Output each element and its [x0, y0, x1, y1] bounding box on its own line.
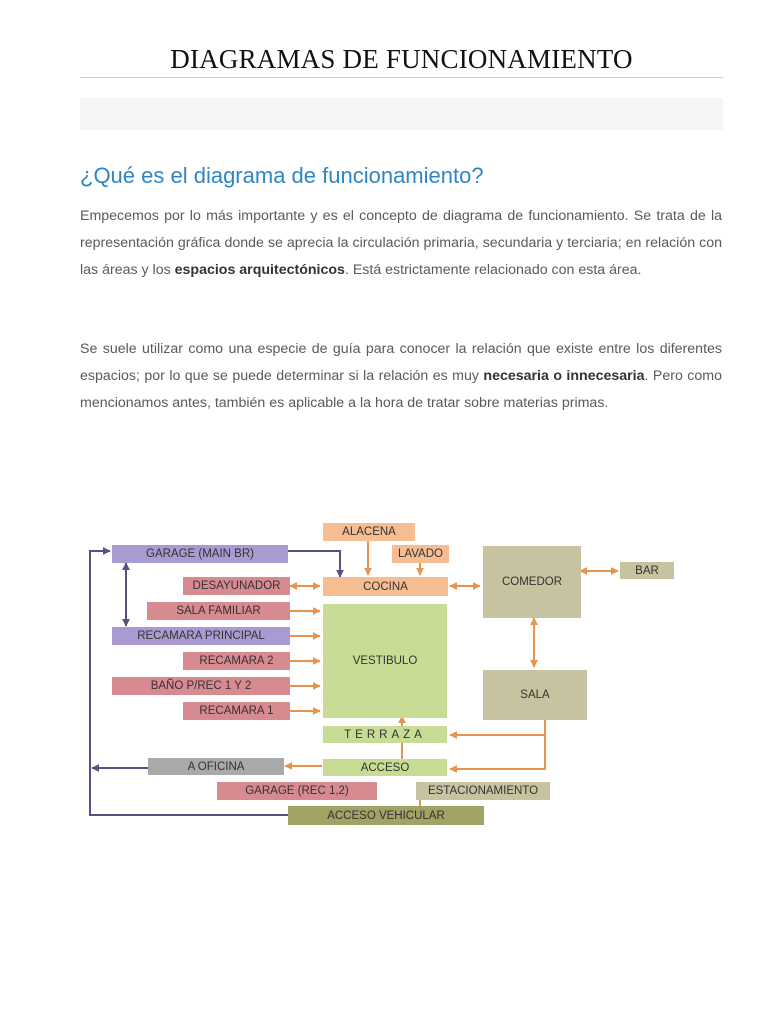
- box-desayunador: DESAYUNADOR: [183, 577, 290, 595]
- box-cocina: COCINA: [323, 577, 448, 596]
- box-comedor: COMEDOR: [483, 546, 581, 618]
- box-recamara-2: RECAMARA 2: [183, 652, 290, 670]
- box-sala-familiar: SALA FAMILIAR: [147, 602, 290, 620]
- arrow-sala-acceso: [450, 719, 545, 769]
- box-recamara-principal: RECAMARA PRINCIPAL: [112, 627, 290, 645]
- box-vestibulo: VESTIBULO: [323, 604, 447, 718]
- bold-term: espacios arquitectónicos: [174, 262, 345, 278]
- box-acceso-vehicular: ACCESO VEHICULAR: [288, 806, 484, 825]
- box-sala: SALA: [483, 670, 587, 720]
- paragraph-text: Se suele utilizar como una especie de guía para conocer la relación que existe entre los diferentes espacios; por lo que se puede determinar si la relación es muy: [80, 341, 722, 384]
- box-garage-rec: GARAGE (REC 1,2): [217, 782, 377, 800]
- box-terraza: TERRAZA: [323, 726, 447, 743]
- bold-term: necesaria o innecesaria: [483, 368, 645, 384]
- paragraph-text: Empecemos por lo más importante y es el concepto de diagrama de funcionamiento. Se trata de la representación gráfica donde se aprecia la circulación primaria, secundaria y terciaria; en relación con las áreas y los: [80, 208, 722, 278]
- box-estacionamiento: ESTACIONAMIENTO: [416, 782, 550, 800]
- box-bar: BAR: [620, 562, 674, 579]
- ad-placeholder-band: [80, 98, 723, 130]
- box-alacena: ALACENA: [323, 523, 415, 541]
- title-divider: [80, 77, 723, 78]
- functional-diagram: [80, 515, 700, 835]
- box-lavado: LAVADO: [392, 545, 449, 563]
- box-acceso: ACCESO: [323, 759, 447, 776]
- box-recamara-1: RECAMARA 1: [183, 702, 290, 720]
- arrow-garage-cocina: [288, 551, 340, 577]
- box-a-oficina: A OFICINA: [148, 758, 284, 775]
- paragraph-text: . Está estrictamente relacionado con esta área.: [344, 262, 642, 278]
- paragraph-text: . Pero como mencionamos antes, también es aplicable a la hora de tratar sobre materias primas.: [80, 368, 722, 411]
- paragraph-usage: [80, 336, 722, 417]
- paragraph-concept: [80, 203, 722, 284]
- arrow-sala-terraza: [450, 719, 545, 735]
- box-bano: BAÑO P/REC 1 Y 2: [112, 677, 290, 695]
- section-heading: ¿Qué es el diagrama de funcionamiento?: [80, 163, 484, 188]
- page-title: DIAGRAMAS DE FUNCIONAMIENTO: [170, 44, 633, 74]
- box-garage-main: GARAGE (MAIN BR): [112, 545, 288, 563]
